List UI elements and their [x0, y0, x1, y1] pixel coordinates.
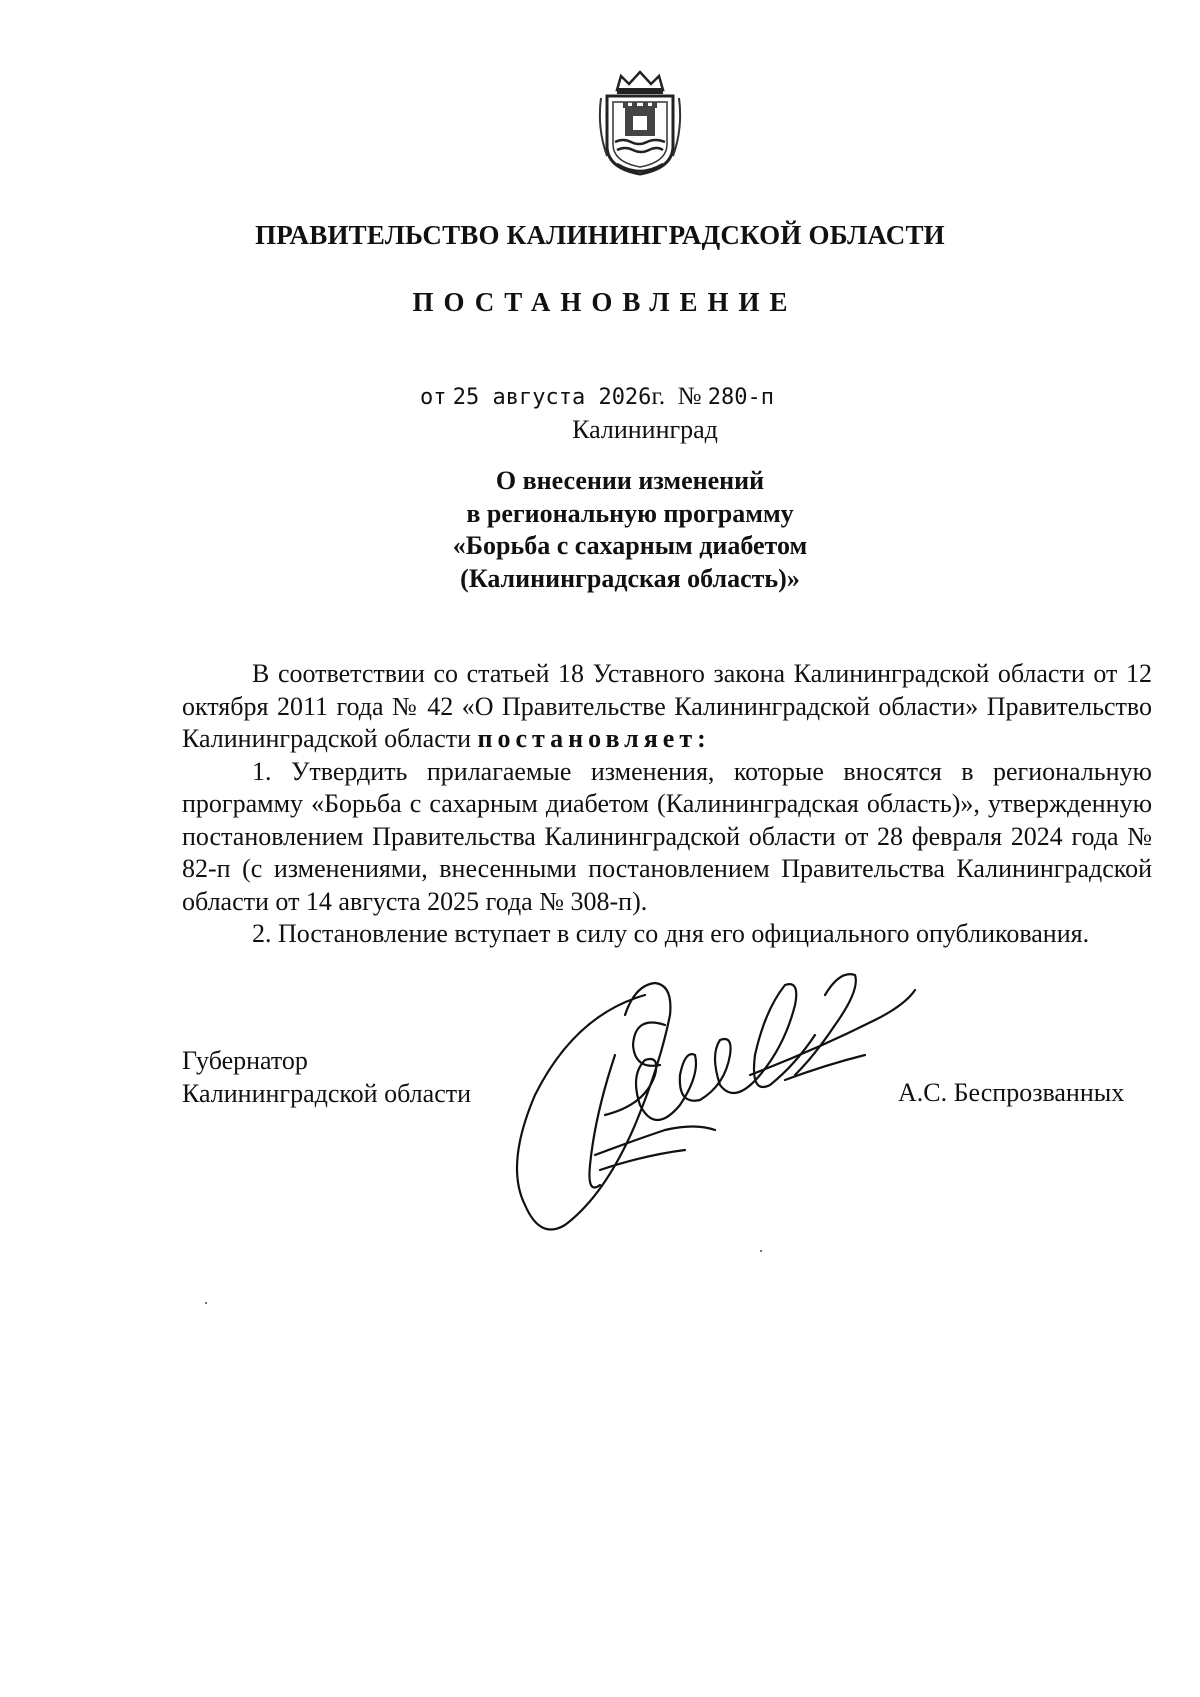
document-number: 280-п [707, 385, 774, 410]
decree-word: постановляет: [477, 724, 711, 753]
date-number-line [420, 383, 774, 411]
subject-line: в региональную программу [466, 498, 794, 528]
preamble-text: В соответствии со статьей 18 Уставного закона Калининградской области от 12 октября 2011 года № 42 «О Правительстве Калининградской области» Правительство Калининградской области [182, 659, 1152, 753]
date-prefix: от [420, 385, 447, 410]
date-suffix: г. [651, 383, 666, 410]
subject-line: (Калининградская область)» [460, 563, 800, 593]
document-date: 25 августа 2026 [452, 385, 652, 410]
scan-speck [760, 1250, 762, 1252]
organization-title: ПРАВИТЕЛЬСТВО КАЛИНИНГРАДСКОЙ ОБЛАСТИ [255, 220, 945, 250]
number-sign: № [677, 383, 702, 410]
city: Калининград [572, 415, 718, 444]
signatory-title [182, 1045, 471, 1110]
signatory-title-line-1: Губернатор [182, 1046, 308, 1075]
signatory-title-line-2: Калининградской области [182, 1078, 472, 1108]
document-subject [430, 465, 830, 595]
preamble-paragraph [182, 658, 1152, 756]
document-body [182, 658, 1152, 951]
subject-line: О внесении изменений [495, 466, 765, 495]
item-1-paragraph: 1. Утвердить прилагаемые изменения, которые вносятся в региональную программу «Борьба с сахарным диабетом (Калининградская область)», утвержденную постановлением Правительства Калининградской области от 28 февраля 2024 года № 82-п (с изменениями, внесенными постановлением Правительства Калининградской области от 14 августа 2025 года № 308-п). [182, 756, 1152, 916]
document-type: ПОСТАНОВЛЕНИЕ [412, 287, 798, 317]
subject-line: «Борьба с сахарным диабетом [452, 531, 808, 560]
signatory-name: А.С. Беспрозванных [898, 1078, 1125, 1107]
coat-of-arms-emblem [595, 68, 685, 178]
handwritten-signature [495, 955, 935, 1245]
scan-speck [205, 1302, 207, 1304]
item-2-paragraph: 2. Постановление вступает в силу со дня его официального опубликования. [252, 919, 1090, 948]
